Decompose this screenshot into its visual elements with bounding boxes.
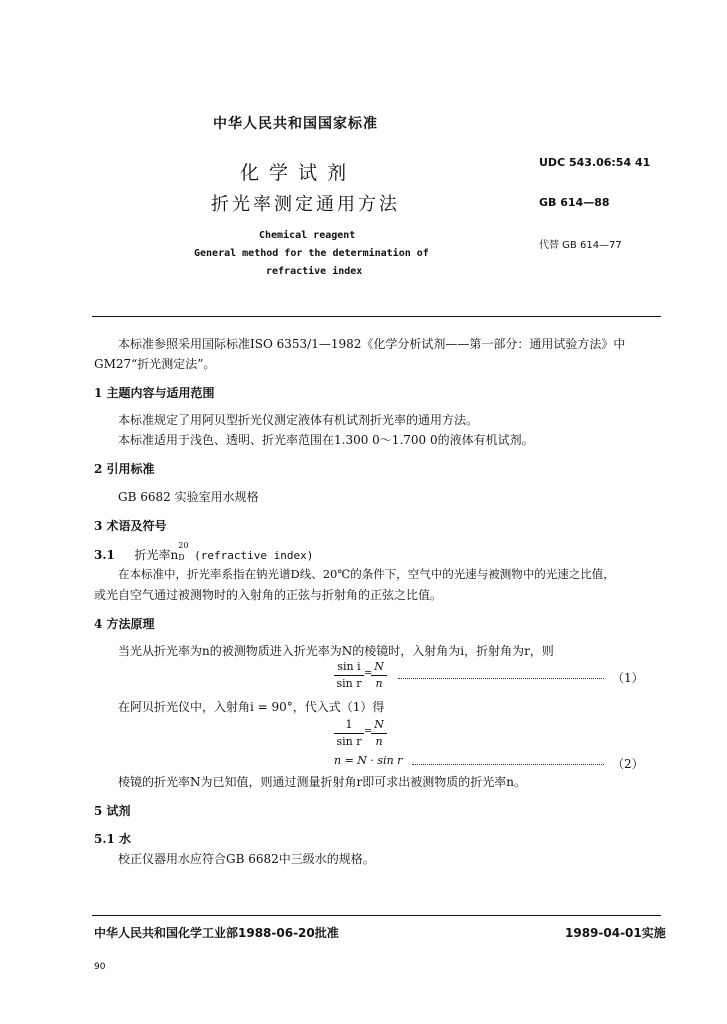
page-number: 90 — [94, 962, 106, 972]
eq3-expression: n = N · sin r — [334, 754, 403, 767]
eq3-number: （2） — [612, 757, 644, 771]
eq1-fraction-bar-right — [371, 675, 387, 676]
section-5-para-1: 校正仪器用水应符合GB 6682中三级水的规格。 — [118, 852, 375, 866]
subsection-5-1: 5.1 水 — [94, 832, 132, 846]
eq2-fraction-bar-right — [371, 733, 387, 734]
eq1-denominator-left: sin r — [336, 677, 362, 690]
section-4-para-2: 在阿贝折光仪中，入射角i = 90°，代入式（1）得 — [118, 700, 385, 714]
section-4-para-1: 当光从折光率为n的被测物质进入折光率为N的棱镜时，入射角为i，折射角为r，则 — [118, 644, 554, 658]
english-title-line-3: refractive index — [266, 266, 363, 277]
subsection-3-1-label: 折光率n — [134, 548, 179, 562]
issuing-body: 中华人民共和国国家标准 — [213, 116, 378, 132]
section-3-para-2: 或光自空气通过被测物时的入射角的正弦与折射角的正弦之比值。 — [94, 588, 443, 602]
section-3-heading: 3 术语及符号 — [94, 519, 167, 533]
eq2-denominator-right: n — [375, 735, 383, 748]
section-1-heading: 1 主题内容与适用范围 — [94, 386, 215, 400]
standard-number: GB 614—88 — [539, 196, 610, 209]
subsection-3-1-english: (refractive index) — [194, 549, 314, 562]
replaces-standard: 代替 GB 614—77 — [539, 240, 622, 251]
refractive-index-subscript: D — [178, 553, 185, 562]
section-5-heading: 5 试剂 — [94, 804, 131, 818]
intro-line-2: GM27“折光测定法”。 — [94, 357, 216, 371]
eq1-leader-dots — [398, 678, 604, 679]
eq2-numerator-right: N — [374, 718, 384, 731]
section-2-heading: 2 引用标准 — [94, 462, 155, 476]
effective-date: 1989-04-01实施 — [565, 926, 666, 940]
subsection-3-1-number: 3.1 — [94, 548, 115, 562]
section-2-para-1: GB 6682 实验室用水规格 — [118, 490, 259, 504]
eq1-fraction-bar-left — [334, 675, 364, 676]
subsection-3-1 — [94, 541, 314, 563]
section-4-para-3: 棱镜的折光率N为已知值，则通过测量折射角r即可求出被测物质的折光率n。 — [118, 775, 526, 789]
eq1-equals: = — [364, 668, 373, 679]
section-4-heading: 4 方法原理 — [94, 617, 155, 631]
section-1-para-1: 本标准规定了用阿贝型折光仪测定液体有机试剂折光率的通用方法。 — [118, 413, 479, 427]
eq1-numerator-right: N — [374, 660, 384, 673]
eq2-numerator-left: 1 — [345, 718, 353, 731]
section-1-para-2: 本标准适用于浅色、透明、折光率范围在1.300 0～1.700 0的液体有机试剂。 — [118, 433, 534, 447]
english-title-line-2: General method for the determination of — [194, 248, 429, 259]
section-3-para-1: 在本标准中，折光率系指在钠光谱D线、20℃的条件下，空气中的光速与被测物中的光速之比值， — [118, 567, 615, 581]
eq1-denominator-right: n — [375, 677, 383, 690]
eq3-leader-dots — [412, 764, 604, 765]
english-title-line-1: Chemical reagent — [259, 230, 356, 241]
approval-line: 中华人民共和国化学工业部1988-06-20批准 — [94, 926, 339, 940]
eq1-numerator-left: sin i — [337, 660, 361, 673]
refractive-index-superscript: 20 — [178, 541, 189, 550]
footer-divider — [92, 915, 661, 916]
intro-line-1: 本标准参照采用国际标准ISO 6353/1—1982《化学分析试剂——第一部分：通用试验方法》中 — [118, 337, 626, 351]
eq1-number: （1） — [612, 671, 644, 685]
header-divider — [92, 316, 661, 317]
eq2-equals: = — [364, 726, 373, 737]
eq2-denominator-left: sin r — [336, 735, 362, 748]
udc-code: UDC 543.06:54 41 — [539, 156, 651, 169]
document-subtitle: 折光率测定通用方法 — [211, 194, 400, 215]
eq2-fraction-bar-left — [334, 733, 364, 734]
document-title: 化 学 试 剂 — [240, 162, 349, 184]
